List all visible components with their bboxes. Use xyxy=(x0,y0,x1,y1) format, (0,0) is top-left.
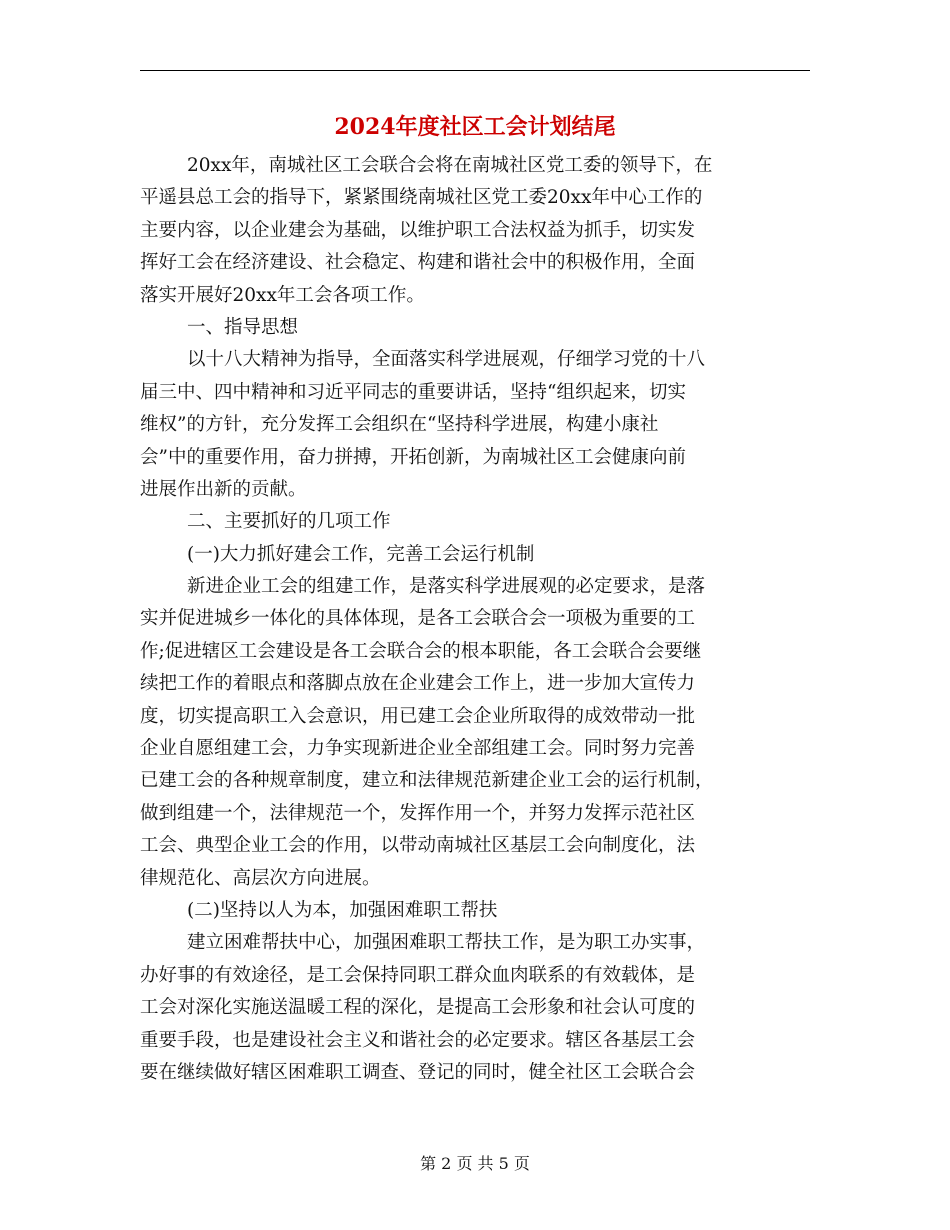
text-line: 挥好工会在经济建设、社会稳定、构建和谐社会中的积极作用，全面 xyxy=(140,252,696,274)
document-title: 2024年度社区工会计划结尾 xyxy=(334,114,616,140)
text-line: 建立困难帮扶中心，加强困难职工帮扶工作，是为职工办实事， xyxy=(187,932,706,954)
text-line: 度，切实提高职工入会意识，用已建工会企业所取得的成效带动一批 xyxy=(140,705,696,727)
text-line: 工会、典型企业工会的作用，以带动南城社区基层工会向制度化，法 xyxy=(140,835,696,857)
text-line: 以十八大精神为指导，全面落实科学进展观，仔细学习党的十八 xyxy=(187,349,706,371)
text-line: 续把工作的着眼点和落脚点放在企业建会工作上，进一步加大宣传力 xyxy=(140,673,696,695)
document-body xyxy=(140,150,800,1089)
text-line: 要在继续做好辖区困难职工调查、登记的同时，健全社区工会联合会 xyxy=(140,1061,696,1083)
text-line: 已建工会的各种规章制度，建立和法律规范新建企业工会的运行机制， xyxy=(140,770,714,792)
text-line: 工会对深化实施送温暖工程的深化，是提高工会形象和社会认可度的 xyxy=(140,997,696,1019)
text-line: 20xx年，南城社区工会联合会将在南城社区党工委的领导下，在 xyxy=(187,155,713,176)
page-footer: 第 2 页 共 5 页 xyxy=(420,1154,530,1173)
text-line: 办好事的有效途径，是工会保持同职工群众血肉联系的有效载体，是 xyxy=(140,964,696,986)
text-line: 二、主要抓好的几项工作 xyxy=(187,511,391,533)
text-line: 届三中、四中精神和习近平同志的重要讲话，坚持“组织起来，切实 xyxy=(140,381,686,403)
text-line: 实并促进城乡一体化的具体体现，是各工会联合会一项极为重要的工 xyxy=(140,608,696,630)
text-line: (一)大力抓好建会工作，完善工会运行机制 xyxy=(187,543,535,565)
text-line: (二)坚持以人为本，加强困难职工帮扶 xyxy=(187,899,498,921)
text-line: 企业自愿组建工会，力争实现新进企业全部组建工会。同时努力完善 xyxy=(140,738,696,760)
text-line: 做到组建一个，法律规范一个，发挥作用一个，并努力发挥示范社区 xyxy=(140,802,696,824)
text-line: 落实开展好20xx年工会各项工作。 xyxy=(140,284,425,306)
text-line: 一、指导思想 xyxy=(187,316,299,338)
text-line: 会”中的重要作用，奋力拼搏，开拓创新，为南城社区工会健康向前 xyxy=(140,446,686,468)
header-rule xyxy=(140,70,810,71)
text-line: 平遥县总工会的指导下，紧紧围绕南城社区党工委20xx年中心工作的 xyxy=(140,187,703,209)
text-line: 律规范化、高层次方向进展。 xyxy=(140,867,381,889)
text-line: 进展作出新的贡献。 xyxy=(140,478,307,500)
text-line: 维权”的方针，充分发挥工会组织在“坚持科学进展，构建小康社 xyxy=(140,414,659,436)
text-line: 主要内容，以企业建会为基础，以维护职工合法权益为抓手，切实发 xyxy=(140,219,696,241)
text-line: 作;促进辖区工会建设是各工会联合会的根本职能，各工会联合会要继 xyxy=(140,640,702,662)
text-line: 重要手段，也是建设社会主义和谐社会的必定要求。辖区各基层工会 xyxy=(140,1029,696,1051)
text-line: 新进企业工会的组建工作，是落实科学进展观的必定要求，是落 xyxy=(187,576,706,598)
